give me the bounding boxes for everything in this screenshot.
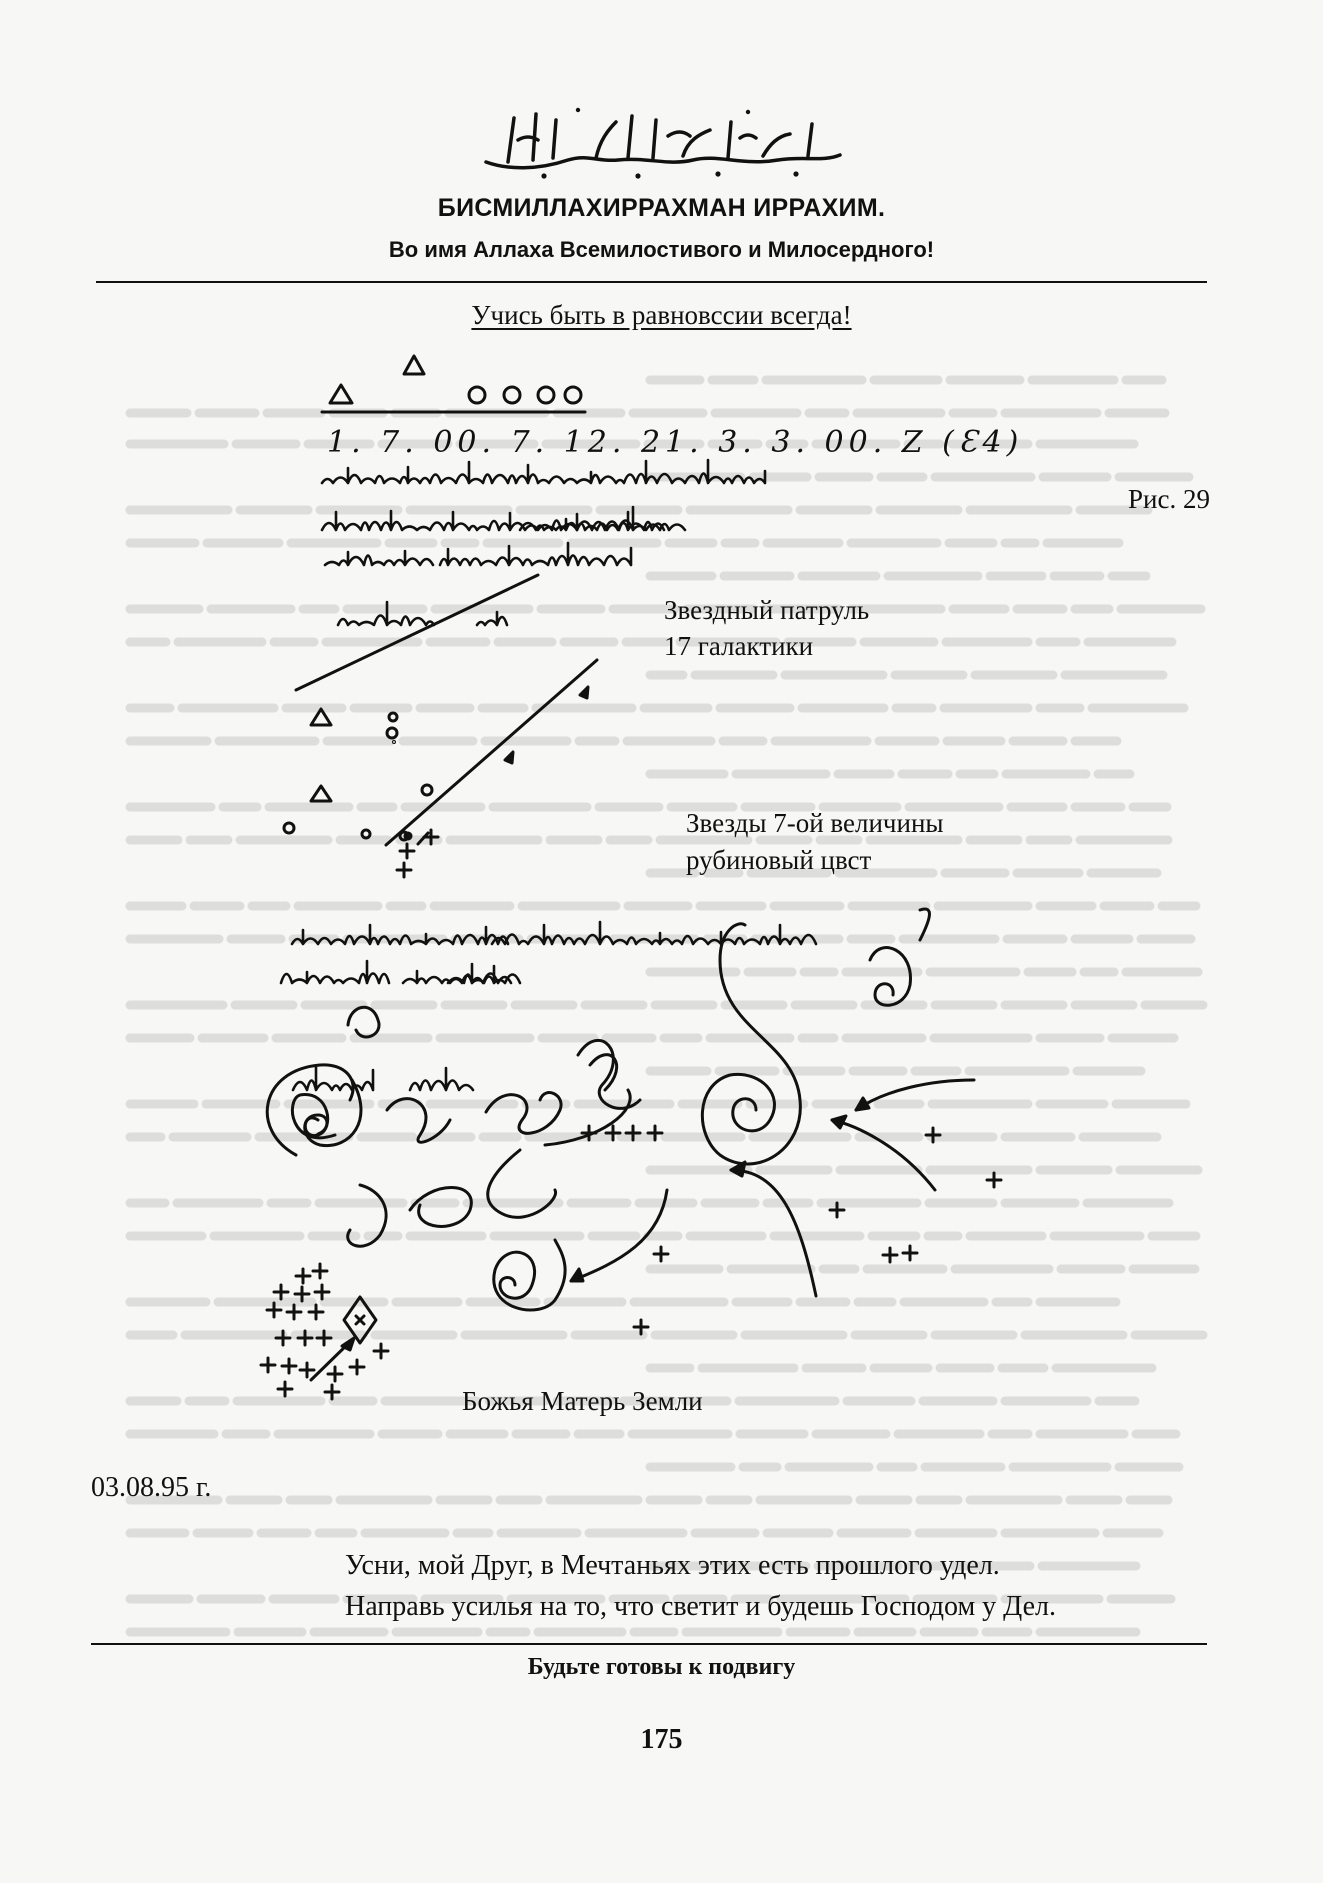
arrow-line: [856, 1080, 974, 1110]
label-stars-magnitude: Звезды 7-ой величины: [686, 808, 944, 838]
label-mother-of-earth: Божья Матерь Земли: [462, 1386, 703, 1416]
plus-star-mark: [903, 1246, 917, 1260]
plus-star-mark: [987, 1173, 1001, 1187]
plus-star-mark: [296, 1269, 310, 1283]
label-galaxy-17: 17 галактики: [664, 631, 814, 661]
entry-date: 03.08.95 г.: [91, 1472, 212, 1503]
plus-star-mark: [634, 1320, 648, 1334]
triangle-symbol: [311, 709, 331, 725]
bismillah-translation: Во имя Аллаха Всемилостивого и Милосердного!: [388, 237, 935, 262]
spiral-galaxy: [494, 1240, 565, 1310]
plus-star-mark: [648, 1126, 662, 1140]
verse-line-2: Направь усилья на то, что светит и будешь Господом у Дел.: [345, 1591, 1057, 1622]
verse-line-1: Усни, мой Друг, в Мечтаньях этих есть прошлого удел.: [345, 1550, 1000, 1581]
plus-star-mark: [309, 1305, 323, 1319]
circle-symbol: [504, 387, 520, 403]
plus-star-mark: [397, 863, 411, 877]
plus-star-mark: [317, 1331, 331, 1345]
plus-star-mark: [282, 1359, 296, 1373]
arrow-line: [731, 1170, 816, 1296]
plus-star-mark: [424, 830, 438, 844]
plus-star-mark: [350, 1360, 364, 1374]
arrow-line: [832, 1120, 935, 1190]
plus-star-mark: [278, 1382, 292, 1396]
handwritten-script: [281, 460, 816, 1090]
triangle-symbol: [330, 385, 352, 403]
page-motto: Учись быть в равновссии всегда!: [471, 300, 852, 330]
footer-divider: [91, 1643, 1207, 1645]
triangle-symbol: [404, 356, 424, 374]
plus-star-mark: [267, 1303, 281, 1317]
plus-star-mark: [325, 1385, 339, 1399]
plus-star-mark: [276, 1331, 290, 1345]
plus-star-mark: [830, 1203, 844, 1217]
plus-star-mark: [313, 1264, 327, 1278]
page-number: 175: [640, 1724, 683, 1755]
plus-star-mark: [295, 1287, 309, 1301]
plus-star-mark: [298, 1331, 312, 1345]
plus-star-mark: [883, 1248, 897, 1262]
plus-star-mark: [287, 1305, 301, 1319]
spiral-galaxy: [870, 948, 910, 1006]
plus-star-mark: [274, 1285, 288, 1299]
plus-star-mark: [261, 1358, 275, 1372]
diagonal-line: [296, 575, 538, 690]
label-ruby-color: рубиновый цвст: [686, 845, 872, 875]
circle-symbol: [565, 387, 581, 403]
plus-star-mark: [606, 1126, 620, 1140]
figure-number-sequence: 1. 7. 00. 7. 12. 21. 3. 3. 00. Z (Ɛ4): [327, 425, 1024, 460]
plus-star-mark: [315, 1285, 329, 1299]
arrow-line: [571, 1190, 667, 1281]
spiral-galaxy: [702, 924, 800, 1164]
plus-star-mark: [374, 1344, 388, 1358]
plus-star-mark: [926, 1128, 940, 1142]
label-star-patrol: Звездный патруль: [664, 595, 870, 625]
swirl-shape: [348, 1007, 379, 1037]
bismillah-heading: БИСМИЛЛАХИРРАХМАН ИРРАХИМ.: [437, 194, 886, 222]
plus-star-mark: [626, 1126, 640, 1140]
plus-star-mark: [400, 844, 414, 858]
figure-caption: Рис. 29: [1128, 484, 1210, 514]
arrow-line: [386, 660, 597, 845]
circle-symbol: [469, 387, 485, 403]
footer-slogan: Будьте готовы к подвигу: [527, 1654, 796, 1680]
circle-symbol: [538, 387, 554, 403]
plus-star-mark: [300, 1363, 314, 1377]
plus-star-mark: [654, 1247, 668, 1261]
plus-star-mark: [328, 1367, 342, 1381]
